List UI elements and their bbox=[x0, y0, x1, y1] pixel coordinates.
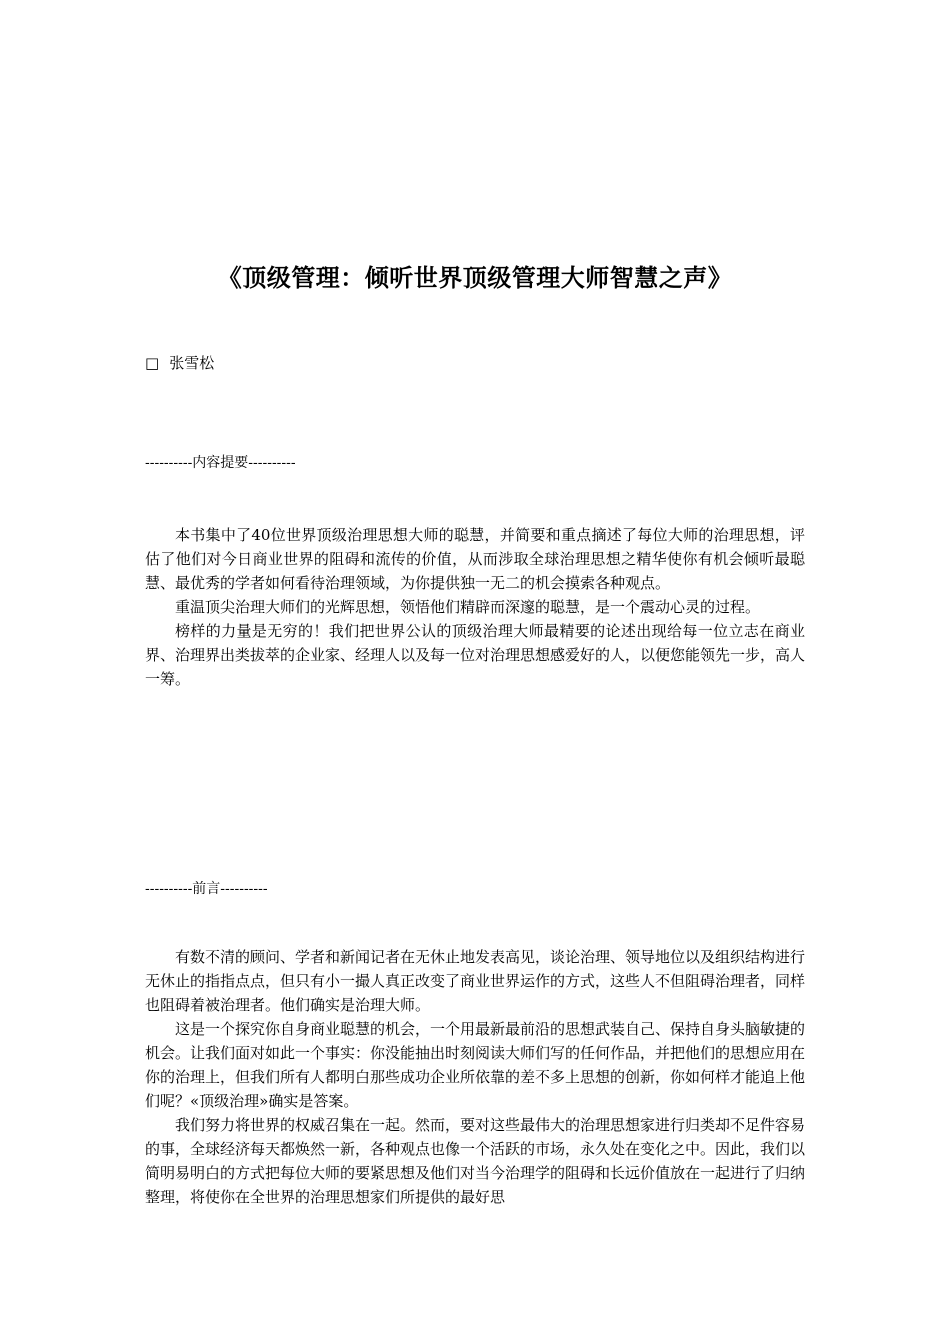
checkbox-glyph: □ bbox=[145, 354, 160, 372]
preface-heading: ----------前言---------- bbox=[145, 881, 268, 897]
document-title: 《顶级管理：倾听世界顶级管理大师智慧之声》 bbox=[217, 263, 733, 292]
preface-paragraph: 有数不清的顾问、学者和新闻记者在无休止地发表高见，谈论治理、领导地位以及组织结构进行无休止的指指点点，但只有小一撮人真正改变了商业世界运作的方式，这些人不但阻碍治理者，同样也阻碍着被治理者。他们确实是治理大师。 bbox=[145, 948, 806, 1014]
author-line bbox=[145, 352, 214, 373]
summary-body bbox=[145, 523, 805, 691]
summary-heading: ----------内容提要---------- bbox=[145, 455, 296, 471]
preface-paragraph: 我们努力将世界的权威召集在一起。然而，要对这些最伟大的治理思想家进行归类却不足件容易的事，全球经济每天都焕然一新，各种观点也像一个活跃的市场，永久处在变化之中。因此，我们以简明易明白的方式把每位大师的要紧思想及他们对当今治理学的阻碍和长远价值放在一起进行了归纳整理，将使你在全世界的治理思想家们所提供的最好思 bbox=[145, 1116, 806, 1206]
summary-paragraph: 榜样的力量是无穷的！我们把世界公认的顶级治理大师最精要的论述出现给每一位立志在商业界、治理界出类拔萃的企业家、经理人以及每一位对治理思想感爱好的人，以便您能领先一步，高人一筹。 bbox=[145, 622, 806, 688]
preface-paragraph: 这是一个探究你自身商业聪慧的机会，一个用最新最前沿的思想武装自己、保持自身头脑敏捷的机会。让我们面对如此一个事实：你没能抽出时刻阅读大师们写的任何作品，并把他们的思想应用在你的治理上，但我们所有人都明白那些成功企业所依靠的差不多上思想的创新，你如何样才能追上他们呢？«顶级治理»确实是答案。 bbox=[145, 1020, 806, 1110]
author-name: 张雪松 bbox=[169, 354, 215, 372]
summary-paragraph: 重温顶尖治理大师们的光辉思想，领悟他们精辟而深邃的聪慧，是一个震动心灵的过程。 bbox=[175, 598, 761, 616]
summary-paragraph: 本书集中了40位世界顶级治理思想大师的聪慧，并简要和重点摘述了每位大师的治理思想，评估了他们对今日商业世界的阻碍和流传的价值，从而涉取全球治理思想之精华使你有机会倾听最聪慧、最优秀的学者如何看待治理领域，为你提供独一无二的机会摸索各种观点。 bbox=[145, 526, 805, 592]
preface-body bbox=[145, 945, 805, 1209]
